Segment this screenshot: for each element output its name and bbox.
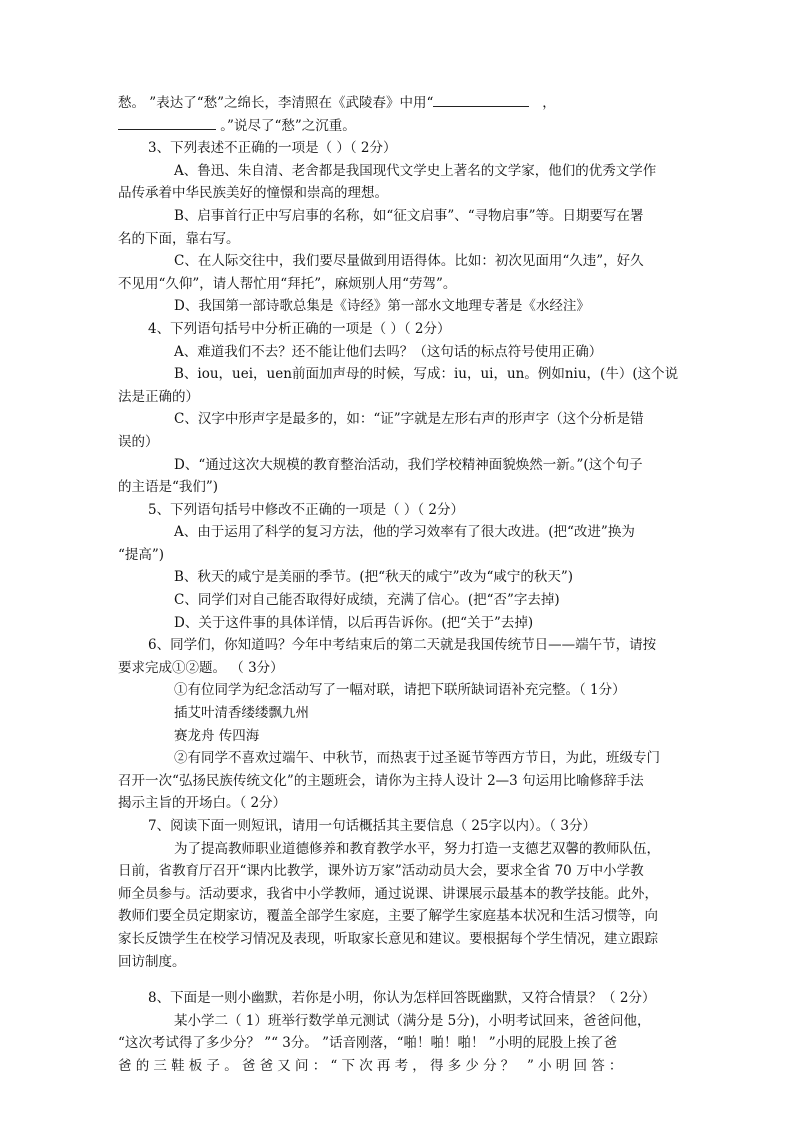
answer-blank[interactable] [118, 115, 216, 130]
question-4-option-c-cont: 误的） [118, 433, 159, 450]
document-page [118, 92, 678, 1078]
question-4-option-d: D、“通过这次大规模的教育整治活动，我们学校精神面貌焕然一新。”(这个句子 [174, 456, 643, 473]
question-5-option-b: B、秋天的咸宁是美丽的季节。(把“秋天的咸宁”改为“咸宁的秋天”) [174, 569, 574, 586]
couplet-upper: 插艾叶清香缕缕飘九州 [174, 705, 309, 722]
question-7-stem: 7、阅读下面一则短讯，请用一句话概括其主要信息（ 25字以内）。（ 3分） [148, 818, 596, 834]
question-5-option-d: D、关于这件事的具体详情，以后再告诉你。(把“关于”去掉) [174, 614, 534, 631]
question-4-option-b: B、iou，uei，uen前面加声母的时候，写成：iu，ui，un。例如niu，(牛）(这个说 [174, 366, 679, 383]
question-4-option-c: C、汉字中形声字是最多的，如：“证”字就是左形右声的形声字（这个分析是错 [174, 411, 644, 428]
text-fragment: ， [542, 95, 556, 111]
couplet-lower: 赛龙舟 传四海 [174, 727, 260, 744]
question-5-option-c: C、同学们对自己能否取得好成绩，充满了信心。(把“否”字去掉) [174, 592, 560, 609]
news-paragraph: 日前，省教育厅召开“课内比教学，课外访万家”活动动员大会，要求全省 70 万中小学教 [118, 863, 644, 880]
news-paragraph: 家长反馈学生在校学习情况及表现，听取家长意见和建议。要根据每个学生情况，建立跟踪 [118, 930, 658, 947]
news-paragraph: 教师们要全员定期家访，覆盖全部学生家庭，主要了解学生家庭基本状况和生活习惯等，向 [118, 908, 658, 925]
news-paragraph: 师全员参与。活动要求，我省中小学教师，通过说课、讲课展示最基本的教学技能。此外， [118, 885, 658, 902]
question-4-option-a: A、难道我们不去？还不能让他们去吗？（这句话的标点符号使用正确） [174, 343, 603, 360]
question-3-option-b-cont: 名的下面，靠右写。 [118, 230, 240, 247]
answer-blank[interactable] [433, 92, 529, 107]
news-paragraph: 回访制度。 [118, 953, 186, 970]
question-5-option-a-cont: “提高”) [118, 546, 165, 563]
news-paragraph: 为了提高教师职业道德修养和教育教学水平，努力打造一支德艺双馨的教师队伍， [174, 840, 660, 857]
question-6-part-1: ①有位同学为纪念活动写了一幅对联，请把下联所缺词语补充完整。（ 1分） [174, 682, 626, 699]
question-3-option-a: A、鲁迅、朱自清、老舍都是我国现代文学史上著名的文学家，他们的优秀文学作 [174, 162, 657, 179]
question-6-part-2-cont: 召开一次“弘扬民族传统文化”的主题班会，请你为主持人设计 2—3 句运用比喻修辞手法 [118, 772, 644, 789]
text-fragment: 。”说尽了“愁”之沉重。 [216, 117, 356, 134]
question-3-option-a-cont: 品传承着中华民族美好的憧憬和崇高的理想。 [118, 185, 388, 202]
joke-paragraph: 爸的三鞋板子。爸爸又问：“下次再考，得多少分？ ”小明回答： [118, 1057, 627, 1074]
question-3-option-c: C、在人际交往中，我们要尽量做到用语得体。比如：初次见面用“久违”，好久 [174, 253, 644, 270]
text-fragment: 愁。 ”表达了“愁”之绵长，李清照在《武陵春》中用“ [118, 95, 434, 111]
joke-paragraph: “这次考试得了多少分？ ”“ 3分。 ”话音刚落，“啪！啪！啪！ ”小明的屁股上挨了爸 [118, 1035, 618, 1052]
question-5-stem: 5、下列语句括号中修改不正确的一项是（ ）（ 2分） [148, 501, 465, 518]
question-4-option-b-cont: 法是正确的） [118, 388, 199, 405]
question-3-option-c-cont: 不见用“久仰”，请人帮忙用“拜托”，麻烦别人用“劳驾”。 [118, 275, 457, 292]
question-4-option-d-cont: 的主语是“我们”) [118, 479, 219, 496]
question-4-stem: 4、下列语句括号中分析正确的一项是（ ）（ 2分） [148, 320, 451, 337]
question-5-option-a: A、由于运用了科学的复习方法，他的学习效率有了很大改进。(把“改进”换为 [174, 524, 635, 541]
question-3-stem: 3、下列表述不正确的一项是（ ）（ 2分） [148, 140, 397, 157]
question-3-option-d: D、我国第一部诗歌总集是《诗经》第一部水文地理专著是《水经注》 [174, 298, 590, 315]
question-8-stem: 8、下面是一则小幽默，若你是小明，你认为怎样回答既幽默，又符合情景？（ 2分） [148, 990, 656, 1007]
text-line [118, 115, 678, 138]
joke-paragraph: 某小学二（ 1）班举行数学单元测试（满分是 5分)，小明考试回来，爸爸问他， [174, 1012, 651, 1029]
text-line [118, 92, 678, 115]
question-6-part-2: ②有同学不喜欢过端午、中秋节，而热衷于过圣诞节等西方节日，为此，班级专门 [174, 750, 660, 767]
question-3-option-b: B、启事首行正中写启事的名称，如“征文启事”、“寻物启事”等。日期要写在署 [174, 207, 644, 224]
question-6-part-2-cont: 揭示主旨的开场白。（ 2分） [118, 795, 287, 812]
question-6-stem-cont: 要求完成①②题。 （ 3分） [118, 659, 284, 676]
question-6-stem: 6、同学们，你知道吗？今年中考结束后的第二天就是我国传统节日——端午节，请按 [148, 637, 657, 654]
